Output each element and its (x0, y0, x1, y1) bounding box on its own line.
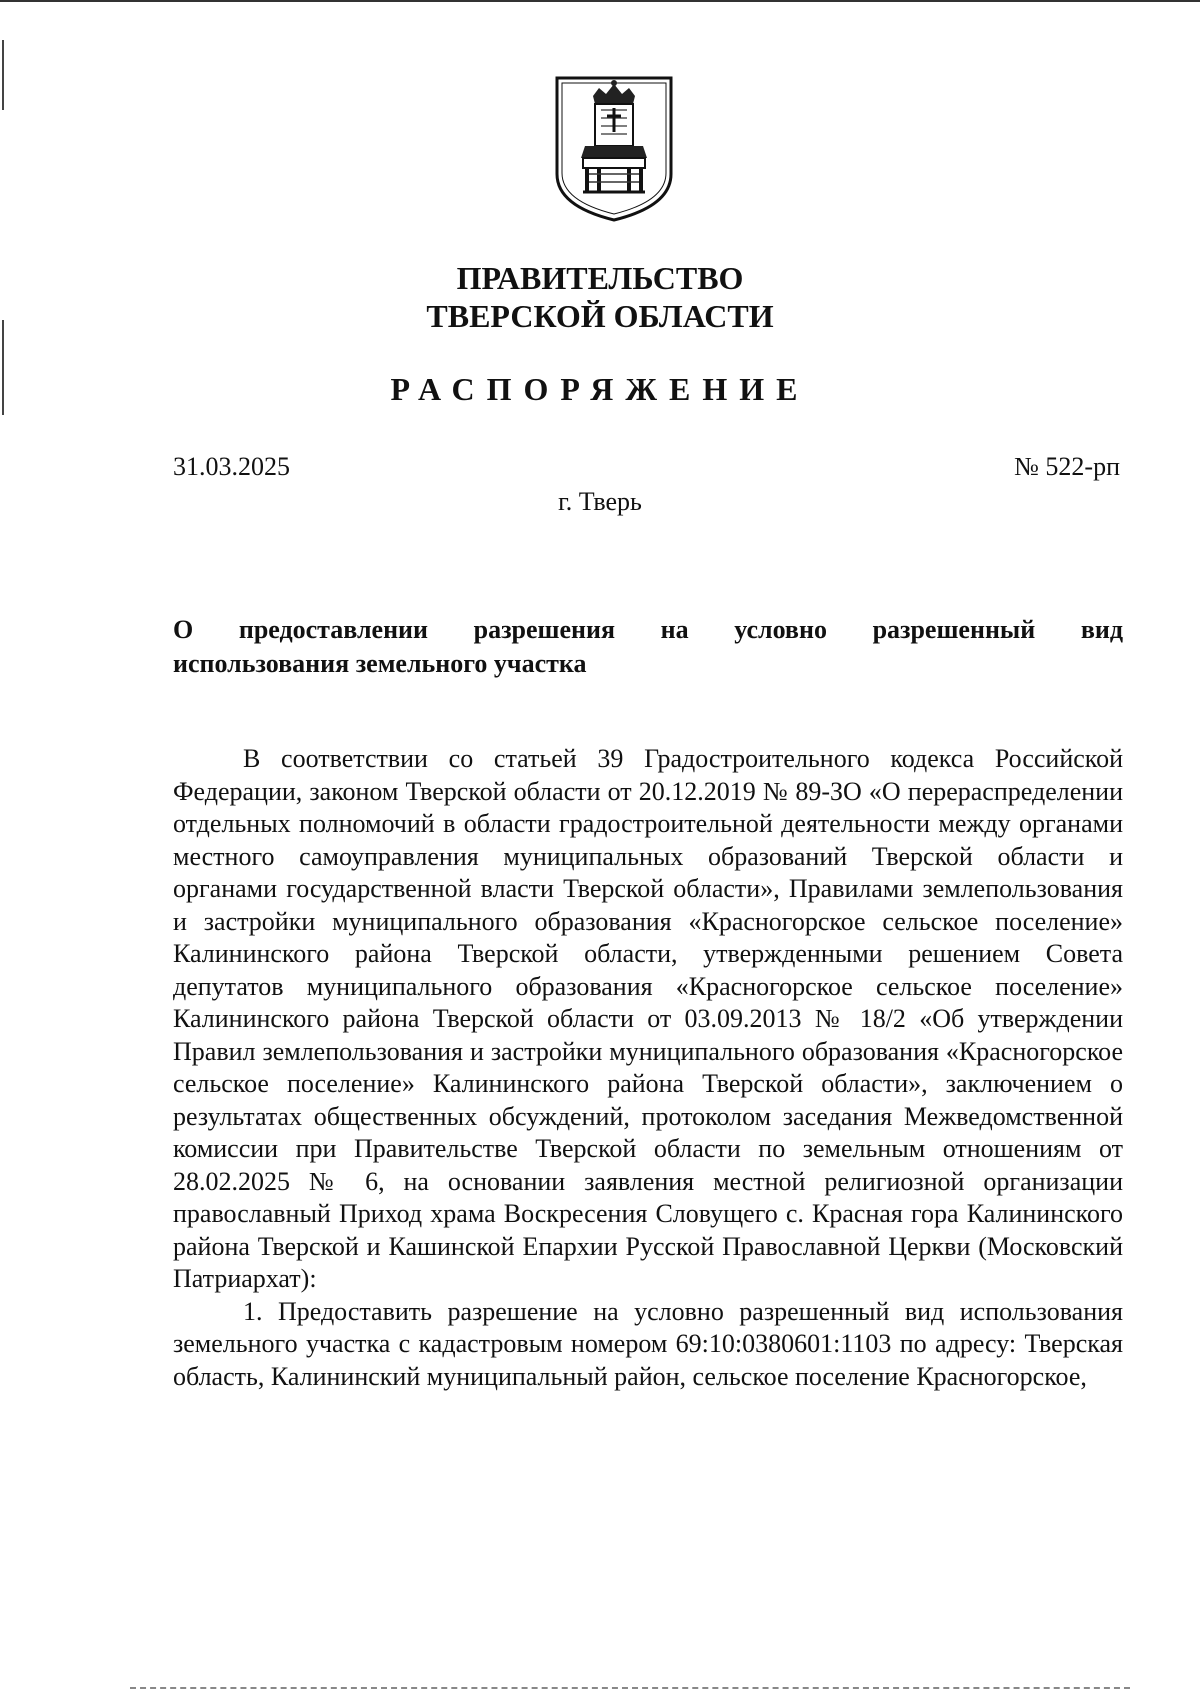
document-date: 31.03.2025 (173, 452, 290, 481)
organization-name (300, 259, 900, 335)
subject-line-1: О предоставлении разрешения на условно разрешенный вид (173, 615, 1123, 644)
document-subject (173, 613, 1123, 681)
document-city: г. Тверь (558, 487, 642, 516)
document-body (173, 743, 1123, 1393)
scan-mark-left (2, 40, 4, 110)
scan-edge-top (0, 0, 1200, 2)
tver-coat-of-arms-icon (553, 74, 675, 224)
organization-line-2: ТВЕРСКОЙ ОБЛАСТИ (426, 298, 774, 334)
body-preamble: В соответствии со статьей 39 Градостроительного кодекса Российской Федерации, законом Тверской области от 20.12.2019 № 89-ЗО «О перераспределении отдельных полномочий в области градостроительной деятельности между органами местного самоуправления муниципальных образований Тверской области и органами государственной власти Тверской области», Правилами землепользования и застройки муниципального образования «Красногорское сельское поселение» Калининского района Тверской области, утвержденными решением Совета депутатов муниципального образования «Красногорское сельское поселение» Калининского района Тверской области от 03.09.2013 № 18/2 «Об утверждении Правил землепользования и застройки муниципального образования «Красногорское сельское поселение» Калининского района Тверской области», заключением о результатах общественных обсуждений, протоколом заседания Межведомственной комиссии при Правительстве Тверской области по земельным отношениям от 28.02.2025 № 6, на основании заявления местной религиозной организации православный Приход храма Воскресения Словущего с. Красная гора Калининского района Тверской и Кашинской Епархии Русской Православной Церкви (Московский Патриархат): (173, 744, 1123, 1293)
document-number: № 522-рп (1014, 452, 1120, 481)
document-type: РАСПОРЯЖЕНИЕ (390, 371, 810, 407)
body-item-1: 1. Предоставить разрешение на условно разрешенный вид использования земельного участка с кадастровым номером 69:10:0380601:1103 по адресу: Тверская область, Калининский муниципальный район, сельское поселение Красногорское, (173, 1296, 1123, 1391)
organization-line-1: ПРАВИТЕЛЬСТВО (456, 260, 744, 296)
subject-line-2: использования земельного участка (173, 649, 587, 678)
scan-edge-bottom (130, 1687, 1130, 1689)
scan-mark-left (2, 320, 4, 415)
